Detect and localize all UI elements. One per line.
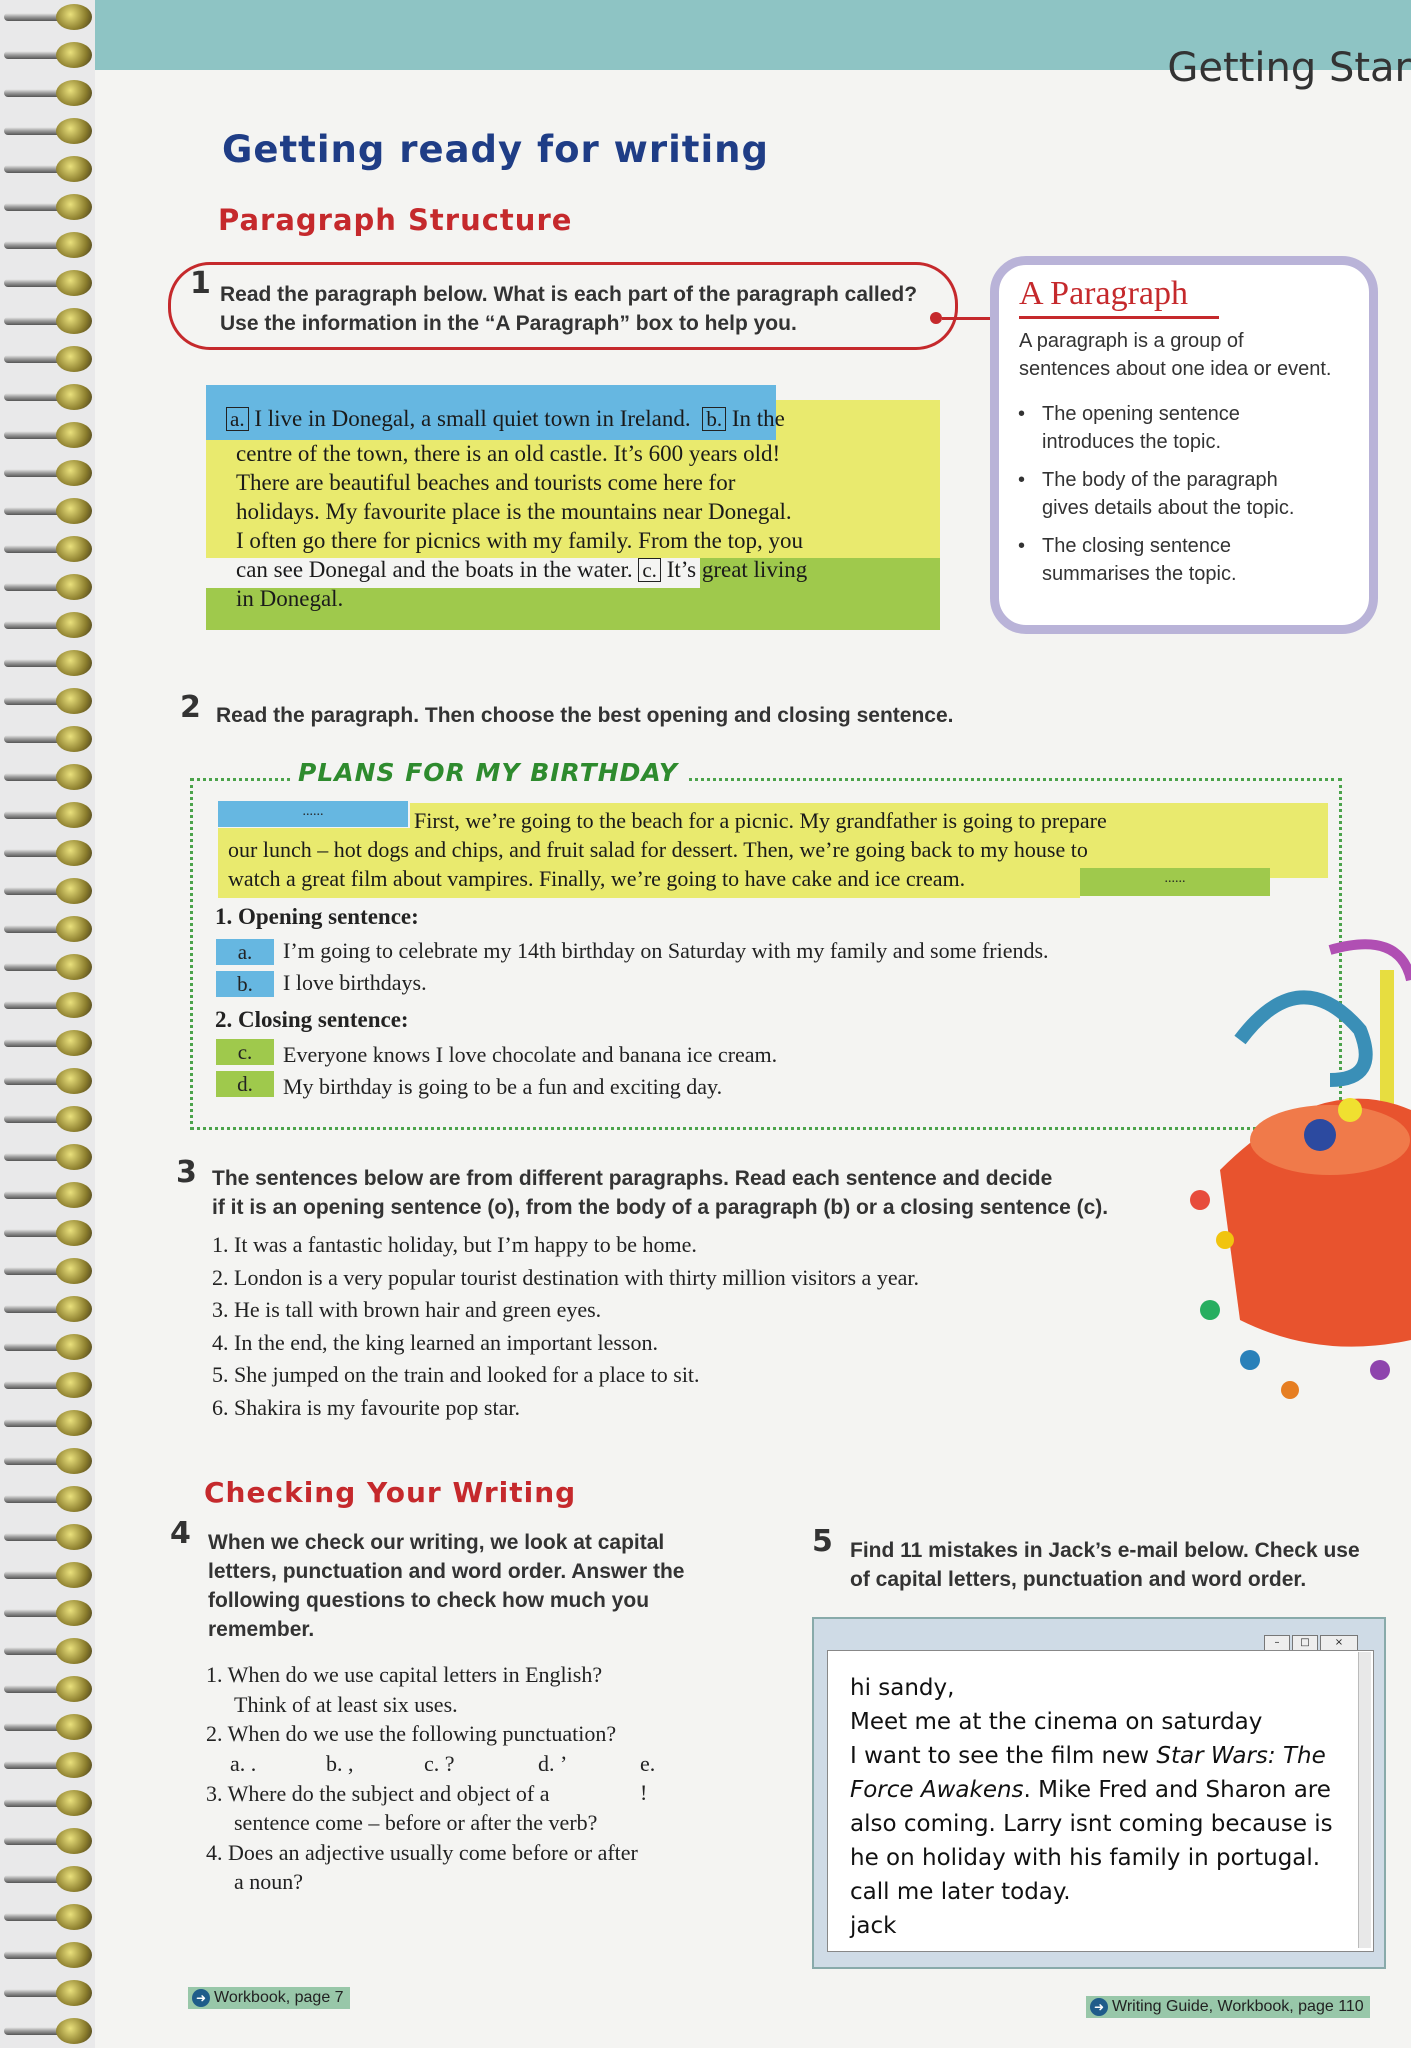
birthday-heading: PLANS FOR MY BIRTHDAY: [290, 758, 686, 787]
section-heading-checking: Checking Your Writing: [204, 1476, 577, 1509]
binding-ring: [4, 1334, 92, 1360]
scrollbar[interactable]: [1358, 1652, 1371, 1948]
ex3-number: 3: [176, 1155, 197, 1190]
binding-ring: [4, 270, 92, 296]
binding-ring: [4, 498, 92, 524]
binding-ring: [4, 118, 92, 144]
a-paragraph-title: A Paragraph: [1019, 275, 1189, 312]
binding-ring: [4, 1068, 92, 1094]
binding-ring: [4, 650, 92, 676]
workbook-reference[interactable]: ➜ Workbook, page 7: [188, 1987, 350, 2009]
ex3-list: [212, 1229, 919, 1424]
section-heading-paragraph-structure: Paragraph Structure: [218, 203, 573, 237]
opening-blank: ......: [218, 801, 408, 827]
list-item: 1. It was a fantastic holiday, but I’m happy to be home.: [212, 1232, 697, 1257]
maximize-icon[interactable]: □: [1292, 1635, 1318, 1651]
option-b-label: b.: [216, 971, 274, 997]
binding-ring: [4, 1790, 92, 1816]
binding-ring: [4, 42, 92, 68]
binding-ring: [4, 726, 92, 752]
binding-ring: [4, 1182, 92, 1208]
binding-ring: [4, 1220, 92, 1246]
paragraph-line-1: a. I live in Donegal, a small quiet town in Ireland. b. In the: [226, 404, 785, 433]
ex3-instruction: The sentences below are from different paragraphs. Read each sentence and decide if it is an opening sentence (o), from the body of a paragraph (b) or a closing sentence (c).: [212, 1167, 1109, 1219]
binding-ring: [4, 574, 92, 600]
binding-ring: [4, 1258, 92, 1284]
binding-ring: [4, 1828, 92, 1854]
binding-ring: [4, 1486, 92, 1512]
highlight-body-start: [776, 400, 940, 440]
binding-ring: [4, 688, 92, 714]
binding-ring: [4, 1030, 92, 1056]
binding-ring: [4, 460, 92, 486]
writing-guide-reference[interactable]: ➜ Writing Guide, Workbook, page 110: [1086, 1996, 1370, 2018]
binding-ring: [4, 840, 92, 866]
list-item: 2. London is a very popular tourist destination with thirty million visitors a year.: [212, 1264, 919, 1290]
title-underline: [1019, 316, 1219, 319]
option-c-text: Everyone knows I love chocolate and banana ice cream.: [283, 1042, 778, 1067]
ex1-instruction: Read the paragraph below. What is each part of the paragraph called? Use the information in the “A Paragraph” box to help you.: [220, 283, 918, 335]
binding-ring: [4, 764, 92, 790]
opening-sentence-label: 1. Opening sentence:: [215, 904, 419, 929]
binding-ring: [4, 1752, 92, 1778]
a-paragraph-bullets: • The opening sentence introduces the topic. • The body of the paragraph gives details about the topic. • The closing sentence summarises the topic.: [1018, 403, 1295, 585]
binding-ring: [4, 1524, 92, 1550]
closing-sentence-label: 2. Closing sentence:: [215, 1007, 409, 1032]
binding-ring: [4, 612, 92, 638]
label-b: b.: [702, 407, 726, 431]
binding-ring: [4, 1638, 92, 1664]
binding-ring: [4, 346, 92, 372]
option-a-text: I’m going to celebrate my 14th birthday on Saturday with my family and some friends.: [283, 938, 1049, 963]
binding-ring: [4, 1372, 92, 1398]
list-item: 6. Shakira is my favourite pop star.: [212, 1394, 520, 1420]
binding-ring: [4, 384, 92, 410]
ex1-number: 1: [190, 266, 211, 301]
connector-dot: [930, 312, 942, 324]
binding-ring: [4, 916, 92, 942]
binding-ring: [4, 1448, 92, 1474]
arrow-right-icon: ➜: [1090, 1998, 1108, 2016]
binding-ring: [4, 1562, 92, 1588]
ex5-instruction: Find 11 mistakes in Jack’s e-mail below. Check use of capital letters, punctuation and word order.: [850, 1539, 1360, 1591]
spiral-binding: [0, 0, 95, 2048]
running-head: Getting Star: [1167, 45, 1411, 91]
binding-ring: [4, 1106, 92, 1132]
close-icon[interactable]: ×: [1320, 1635, 1358, 1651]
list-item: 3. He is tall with brown hair and green eyes.: [212, 1297, 602, 1322]
option-d-label: d.: [216, 1071, 274, 1097]
birthday-cake-illustration: [1180, 920, 1411, 1420]
binding-ring: [4, 1144, 92, 1170]
binding-ring: [4, 194, 92, 220]
label-a: a.: [226, 407, 249, 431]
page-title: Getting ready for writing: [222, 128, 769, 171]
ex4-instruction: When we check our writing, we look at capital letters, punctuation and word order. Answer the following questions to check how much you remember.: [208, 1531, 685, 1641]
binding-ring: [4, 1296, 92, 1322]
ex2-number: 2: [180, 690, 201, 725]
binding-ring: [4, 878, 92, 904]
binding-ring: [4, 1942, 92, 1968]
binding-ring: [4, 536, 92, 562]
arrow-right-icon: ➜: [192, 1989, 210, 2007]
binding-ring: [4, 232, 92, 258]
binding-ring: [4, 80, 92, 106]
birthday-paragraph: First, we’re going to the beach for a picnic. My grandfather is going to prepare our lunch – hot dogs and chips, and fruit salad for dessert. Then, we’re going back to my house to watch a great film about vampires. Finally, we’re going to have cake and ice cream.: [228, 808, 1107, 891]
option-b-text: I love birthdays.: [283, 970, 427, 995]
list-item: 5. She jumped on the train and looked for a place to sit.: [212, 1362, 700, 1387]
binding-ring: [4, 1866, 92, 1892]
binding-ring: [4, 802, 92, 828]
a-paragraph-intro: A paragraph is a group of sentences about one idea or event.: [1019, 330, 1332, 380]
binding-ring: [4, 1980, 92, 2006]
ex2-instruction: Read the paragraph. Then choose the best opening and closing sentence.: [216, 704, 954, 727]
binding-ring: [4, 1410, 92, 1436]
binding-ring: [4, 2018, 92, 2044]
binding-ring: [4, 1600, 92, 1626]
binding-ring: [4, 4, 92, 30]
option-c-label: c.: [216, 1039, 274, 1065]
minimize-icon[interactable]: –: [1264, 1635, 1290, 1651]
ex4-number: 4: [170, 1516, 191, 1551]
email-text: hi sandy, Meet me at the cinema on saturday I want to see the film new Star Wars: The Force Awakens. Mike Fred and Sharon are also coming. Larry isnt coming because is he on holiday with his family in portugal. call me later today. jack: [850, 1675, 1333, 1939]
ex4-questions: 1. When do we use capital letters in English? Think of at least six uses. 2. When do we use the following punctuation? a. . b. , c. ? d. ’ e. ! 3. Where do the subject and object of a sentence come – before or after the verb? 4. Does an adjective usually come before or after a noun?: [206, 1662, 656, 1894]
list-item: 4. In the end, the king learned an important lesson.: [212, 1329, 658, 1355]
binding-ring: [4, 954, 92, 980]
binding-ring: [4, 992, 92, 1018]
binding-ring: [4, 308, 92, 334]
ex5-number: 5: [812, 1524, 833, 1559]
paragraph-body: centre of the town, there is an old castle. It’s 600 years old! There are beautiful beaches and tourists come here for holidays. My favourite place is the mountains near Donegal. I often go there for picnics with my family. From the top, you can see Donegal and the boats in the water. c. It’s great living in Donegal.: [236, 441, 808, 611]
binding-ring: [4, 1714, 92, 1740]
binding-ring: [4, 422, 92, 448]
binding-ring: [4, 1676, 92, 1702]
option-a-label: a.: [216, 939, 274, 965]
label-c: c.: [638, 558, 661, 582]
option-d-text: My birthday is going to be a fun and exciting day.: [283, 1074, 723, 1099]
binding-ring: [4, 156, 92, 182]
closing-blank: ......: [1080, 868, 1270, 896]
binding-ring: [4, 1904, 92, 1930]
